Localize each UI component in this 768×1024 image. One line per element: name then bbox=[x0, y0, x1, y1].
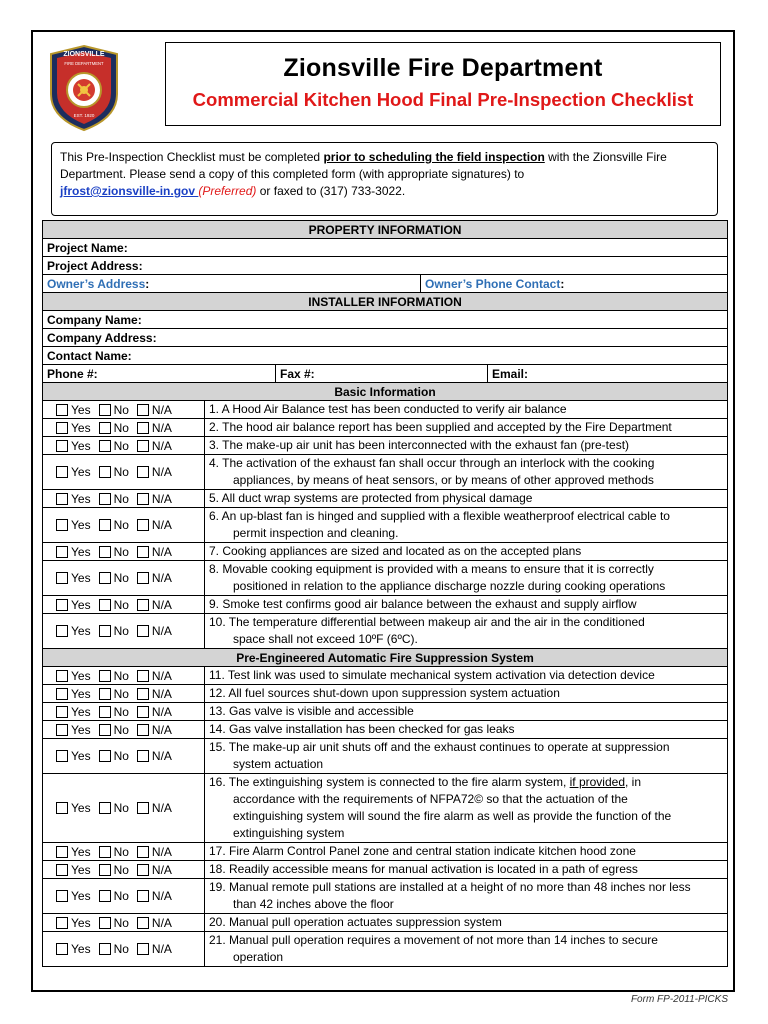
checkbox-no-label: No bbox=[113, 749, 129, 763]
checklist-item-text bbox=[205, 739, 728, 774]
checklist-row bbox=[43, 561, 728, 596]
checkbox-na-label: N/A bbox=[151, 571, 172, 585]
checkbox-no-label: No bbox=[113, 544, 129, 559]
item-line: system actuation bbox=[233, 757, 324, 771]
checkbox-no-label: No bbox=[113, 801, 129, 815]
fire-department-badge bbox=[47, 44, 121, 132]
checkbox-na-label: N/A bbox=[151, 915, 172, 930]
checkbox-na[interactable] bbox=[137, 688, 149, 700]
item-line: 14. Gas valve installation has been checked for gas leaks bbox=[209, 722, 515, 736]
checkbox-na[interactable] bbox=[137, 572, 149, 584]
svg-text:ZIONSVILLE: ZIONSVILLE bbox=[63, 51, 105, 58]
checkbox-no-label: No bbox=[113, 518, 129, 532]
checkbox-na-label: N/A bbox=[151, 420, 172, 435]
checkbox-yes[interactable] bbox=[56, 625, 68, 637]
yes-no-na-options bbox=[43, 739, 205, 774]
owner-phone-label: Owner’s Phone Contact bbox=[425, 276, 561, 291]
checkbox-na[interactable] bbox=[137, 670, 149, 682]
item-line: 13. Gas valve is visible and accessible bbox=[209, 704, 414, 718]
item-line: 17. Fire Alarm Control Panel zone and central station indicate kitchen hood zone bbox=[209, 844, 636, 858]
phone-field[interactable]: Phone #: bbox=[43, 365, 276, 383]
checkbox-no[interactable] bbox=[99, 422, 111, 434]
checkbox-no[interactable] bbox=[99, 890, 111, 902]
checkbox-na-label: N/A bbox=[151, 942, 172, 956]
checkbox-yes[interactable] bbox=[56, 670, 68, 682]
yes-no-na-options bbox=[43, 401, 205, 419]
svg-text:FIRE DEPARTMENT: FIRE DEPARTMENT bbox=[64, 61, 104, 66]
checklist-row bbox=[43, 843, 728, 861]
checkbox-yes[interactable] bbox=[56, 440, 68, 452]
yes-no-na-options bbox=[43, 596, 205, 614]
checklist-item-text bbox=[205, 861, 728, 879]
checklist-row bbox=[43, 508, 728, 543]
checkbox-yes-label: Yes bbox=[71, 942, 91, 956]
checkbox-na-label: N/A bbox=[151, 465, 172, 479]
checkbox-yes-label: Yes bbox=[71, 668, 91, 683]
checkbox-na-label: N/A bbox=[151, 491, 172, 506]
checklist-row bbox=[43, 774, 728, 843]
checkbox-na-label: N/A bbox=[151, 749, 172, 763]
checklist-item-text bbox=[205, 879, 728, 914]
checkbox-na[interactable] bbox=[137, 404, 149, 416]
yes-no-na-options bbox=[43, 667, 205, 685]
checklist-row bbox=[43, 596, 728, 614]
item-line: permit inspection and cleaning. bbox=[233, 526, 399, 540]
fire-suppression-heading: Pre-Engineered Automatic Fire Suppression System bbox=[43, 649, 728, 667]
checkbox-na-label: N/A bbox=[151, 402, 172, 417]
checkbox-no-label: No bbox=[113, 438, 129, 453]
checkbox-na[interactable] bbox=[137, 917, 149, 929]
checkbox-no[interactable] bbox=[99, 670, 111, 682]
checkbox-na-label: N/A bbox=[151, 624, 172, 638]
checklist-item-text bbox=[205, 508, 728, 543]
checkbox-na-label: N/A bbox=[151, 668, 172, 683]
item-line: 3. The make-up air unit has been interconnected with the exhaust fan (pre-test) bbox=[209, 438, 630, 452]
item-line: than 42 inches above the floor bbox=[233, 897, 394, 911]
yes-no-na-options bbox=[43, 703, 205, 721]
item-line: 18. Readily accessible means for manual activation is located in a path of egress bbox=[209, 862, 638, 876]
checklist-row bbox=[43, 861, 728, 879]
checkbox-na-label: N/A bbox=[151, 844, 172, 859]
checkbox-yes[interactable] bbox=[56, 572, 68, 584]
svg-text:EST. 1920: EST. 1920 bbox=[73, 113, 95, 118]
checkbox-no[interactable] bbox=[99, 599, 111, 611]
yes-no-na-options bbox=[43, 614, 205, 649]
checklist-item-text bbox=[205, 561, 728, 596]
checklist-item-text bbox=[205, 543, 728, 561]
yes-no-na-options bbox=[43, 508, 205, 543]
checkbox-yes[interactable] bbox=[56, 519, 68, 531]
item-line: 15. The make-up air unit shuts off and the exhaust continues to operate at suppression bbox=[209, 740, 670, 754]
project-name-field[interactable]: Project Name: bbox=[43, 239, 728, 257]
checkbox-na[interactable] bbox=[137, 493, 149, 505]
checkbox-na-label: N/A bbox=[151, 544, 172, 559]
checklist-row bbox=[43, 490, 728, 508]
checkbox-na-label: N/A bbox=[151, 722, 172, 737]
basic-info-heading: Basic Information bbox=[43, 383, 728, 401]
checklist-row bbox=[43, 914, 728, 932]
owner-address-colon: : bbox=[145, 276, 150, 291]
checkbox-yes[interactable] bbox=[56, 802, 68, 814]
item-line: 12. All fuel sources shut-down upon suppression system actuation bbox=[209, 686, 560, 700]
checklist-row bbox=[43, 437, 728, 455]
email-field[interactable]: Email: bbox=[488, 365, 728, 383]
checkbox-na[interactable] bbox=[137, 706, 149, 718]
yes-no-na-options bbox=[43, 561, 205, 596]
checkbox-no[interactable] bbox=[99, 466, 111, 478]
checkbox-na[interactable] bbox=[137, 724, 149, 736]
checkbox-na[interactable] bbox=[137, 802, 149, 814]
page-title: Zionsville Fire Department bbox=[283, 54, 603, 82]
checkbox-no[interactable] bbox=[99, 864, 111, 876]
checklist-row bbox=[43, 932, 728, 967]
checkbox-no[interactable] bbox=[99, 706, 111, 718]
project-address-field[interactable]: Project Address: bbox=[43, 257, 728, 275]
yes-no-na-options bbox=[43, 843, 205, 861]
preferred-note: (Preferred) bbox=[198, 184, 257, 198]
checkbox-no-label: No bbox=[113, 862, 129, 877]
checklist-row bbox=[43, 401, 728, 419]
owner-phone-colon: : bbox=[560, 276, 565, 291]
item-line: accordance with the requirements of NFPA72© so that the actuation of the bbox=[233, 792, 628, 806]
yes-no-na-options bbox=[43, 932, 205, 967]
instructions-notice bbox=[51, 142, 718, 216]
checkbox-yes[interactable] bbox=[56, 864, 68, 876]
checkbox-yes[interactable] bbox=[56, 917, 68, 929]
checkbox-yes-label: Yes bbox=[71, 438, 91, 453]
checkbox-yes[interactable] bbox=[56, 546, 68, 558]
checklist-item-text bbox=[205, 437, 728, 455]
checkbox-yes[interactable] bbox=[56, 466, 68, 478]
property-info-heading: PROPERTY INFORMATION bbox=[43, 221, 728, 239]
checkbox-yes-label: Yes bbox=[71, 801, 91, 815]
yes-no-na-options bbox=[43, 490, 205, 508]
notice-text-3: or faxed to (317) 733-3022. bbox=[256, 184, 406, 198]
checkbox-no-label: No bbox=[113, 889, 129, 903]
form-page bbox=[31, 30, 735, 992]
checkbox-no-label: No bbox=[113, 402, 129, 417]
checkbox-yes-label: Yes bbox=[71, 844, 91, 859]
checkbox-yes[interactable] bbox=[56, 493, 68, 505]
checkbox-na-label: N/A bbox=[151, 518, 172, 532]
checklist-item-text bbox=[205, 490, 728, 508]
item-line: extinguishing system bbox=[233, 826, 345, 840]
checkbox-yes[interactable] bbox=[56, 688, 68, 700]
title-box bbox=[165, 42, 721, 126]
checkbox-no[interactable] bbox=[99, 546, 111, 558]
checkbox-no-label: No bbox=[113, 686, 129, 701]
item-line: 4. The activation of the exhaust fan shall occur through an interlock with the cooking bbox=[209, 456, 655, 470]
checkbox-yes[interactable] bbox=[56, 404, 68, 416]
yes-no-na-options bbox=[43, 861, 205, 879]
checkbox-na-label: N/A bbox=[151, 801, 172, 815]
checkbox-na[interactable] bbox=[137, 864, 149, 876]
checkbox-no[interactable] bbox=[99, 404, 111, 416]
if-provided-emphasis: if provided bbox=[569, 775, 625, 789]
checkbox-no-label: No bbox=[113, 668, 129, 683]
contact-name-field[interactable]: Contact Name: bbox=[43, 347, 728, 365]
yes-no-na-options bbox=[43, 685, 205, 703]
checkbox-na[interactable] bbox=[137, 599, 149, 611]
form-id: Form FP-2011-PICKS bbox=[630, 994, 728, 1005]
checklist-item-text bbox=[205, 721, 728, 739]
checkbox-yes-label: Yes bbox=[71, 889, 91, 903]
notice-text-1: This Pre-Inspection Checklist must be completed bbox=[60, 150, 324, 164]
checklist-item-text bbox=[205, 932, 728, 967]
checkbox-yes-label: Yes bbox=[71, 420, 91, 435]
page-subtitle: Commercial Kitchen Hood Final Pre-Inspection Checklist bbox=[192, 89, 694, 110]
item-line: 8. Movable cooking equipment is provided with a means to ensure that it is correctly bbox=[209, 562, 654, 576]
checklist-item-text bbox=[205, 774, 728, 843]
checkbox-yes[interactable] bbox=[56, 706, 68, 718]
checkbox-no-label: No bbox=[113, 597, 129, 612]
yes-no-na-options bbox=[43, 774, 205, 843]
item-line: positioned in relation to the appliance discharge nozzle during cooking operations bbox=[233, 579, 666, 593]
notice-emphasis: prior to scheduling the field inspection bbox=[323, 150, 545, 164]
checklist-row bbox=[43, 879, 728, 914]
checklist-item-text bbox=[205, 419, 728, 437]
checkbox-no-label: No bbox=[113, 624, 129, 638]
checkbox-yes[interactable] bbox=[56, 943, 68, 955]
checkbox-no-label: No bbox=[113, 465, 129, 479]
checkbox-na[interactable] bbox=[137, 890, 149, 902]
owner-address-label: Owner’s Address bbox=[47, 276, 146, 291]
checkbox-yes-label: Yes bbox=[71, 402, 91, 417]
checkbox-no[interactable] bbox=[99, 625, 111, 637]
checklist-row bbox=[43, 721, 728, 739]
item-line: appliances, by means of heat sensors, or by means of other approved methods bbox=[233, 473, 654, 487]
checkbox-na[interactable] bbox=[137, 625, 149, 637]
checkbox-no[interactable] bbox=[99, 750, 111, 762]
checklist-row bbox=[43, 739, 728, 774]
checklist-item-text bbox=[205, 614, 728, 649]
email-link[interactable]: jfrost@zionsville-in.gov bbox=[60, 184, 199, 198]
yes-no-na-options bbox=[43, 914, 205, 932]
checkbox-yes-label: Yes bbox=[71, 722, 91, 737]
checkbox-no[interactable] bbox=[99, 572, 111, 584]
item-line: 21. Manual pull operation requires a movement of not more than 14 inches to secure bbox=[209, 933, 658, 947]
checkbox-yes-label: Yes bbox=[71, 862, 91, 877]
checklist-item-text bbox=[205, 685, 728, 703]
checkbox-yes[interactable] bbox=[56, 599, 68, 611]
checkbox-na[interactable] bbox=[137, 846, 149, 858]
item-line: 9. Smoke test confirms good air balance between the exhaust and supply airflow bbox=[209, 597, 637, 611]
checkbox-na[interactable] bbox=[137, 546, 149, 558]
checkbox-na[interactable] bbox=[137, 466, 149, 478]
checkbox-no-label: No bbox=[113, 704, 129, 719]
checkbox-na-label: N/A bbox=[151, 438, 172, 453]
checkbox-yes[interactable] bbox=[56, 724, 68, 736]
checkbox-no-label: No bbox=[113, 942, 129, 956]
checkbox-yes-label: Yes bbox=[71, 704, 91, 719]
checkbox-na[interactable] bbox=[137, 750, 149, 762]
checkbox-yes-label: Yes bbox=[71, 597, 91, 612]
checkbox-yes-label: Yes bbox=[71, 686, 91, 701]
item-line: 10. The temperature differential between makeup air and the air in the conditioned bbox=[209, 615, 645, 629]
item-line: 6. An up-blast fan is hinged and supplied with a flexible weatherproof electrical cable to bbox=[209, 509, 670, 523]
checkbox-no[interactable] bbox=[99, 802, 111, 814]
yes-no-na-options bbox=[43, 543, 205, 561]
checkbox-yes-label: Yes bbox=[71, 544, 91, 559]
notice-text-2: with the Zionsville Fire Department. Please send a copy of this completed form (with appropriate signatures) to bbox=[60, 150, 667, 181]
owner-address-field[interactable] bbox=[43, 275, 421, 293]
fax-field[interactable]: Fax #: bbox=[276, 365, 488, 383]
checkbox-na-label: N/A bbox=[151, 597, 172, 612]
checkbox-yes-label: Yes bbox=[71, 749, 91, 763]
checkbox-na[interactable] bbox=[137, 943, 149, 955]
checklist-row bbox=[43, 455, 728, 490]
checkbox-no[interactable] bbox=[99, 688, 111, 700]
checklist-table bbox=[42, 220, 728, 967]
checklist-row bbox=[43, 667, 728, 685]
owner-phone-field[interactable] bbox=[421, 275, 728, 293]
yes-no-na-options bbox=[43, 455, 205, 490]
checklist-row bbox=[43, 685, 728, 703]
checkbox-no[interactable] bbox=[99, 917, 111, 929]
checklist-item-text bbox=[205, 596, 728, 614]
item-line: operation bbox=[233, 950, 284, 964]
checkbox-no[interactable] bbox=[99, 440, 111, 452]
item-line: 16. The extinguishing system is connected to the fire alarm system, bbox=[209, 775, 570, 789]
checkbox-yes-label: Yes bbox=[71, 571, 91, 585]
yes-no-na-options bbox=[43, 721, 205, 739]
item-line: 2. The hood air balance report has been supplied and accepted by the Fire Department bbox=[209, 420, 672, 434]
checkbox-na[interactable] bbox=[137, 440, 149, 452]
checkbox-no-label: No bbox=[113, 844, 129, 859]
yes-no-na-options bbox=[43, 879, 205, 914]
checklist-item-text bbox=[205, 667, 728, 685]
item-line-tail: , in bbox=[625, 775, 642, 789]
item-line: extinguishing system will sound the fire alarm as well as provide the function of the bbox=[233, 809, 672, 823]
checkbox-yes[interactable] bbox=[56, 846, 68, 858]
checkbox-yes-label: Yes bbox=[71, 491, 91, 506]
item-line: 5. All duct wrap systems are protected from physical damage bbox=[209, 491, 533, 505]
checkbox-yes-label: Yes bbox=[71, 518, 91, 532]
item-line: 19. Manual remote pull stations are installed at a height of no more than 48 inches nor less bbox=[209, 880, 691, 894]
checkbox-no-label: No bbox=[113, 571, 129, 585]
checkbox-yes[interactable] bbox=[56, 750, 68, 762]
checkbox-no[interactable] bbox=[99, 943, 111, 955]
item-line: 11. Test link was used to simulate mechanical system activation via detection device bbox=[209, 668, 655, 682]
checkbox-yes[interactable] bbox=[56, 890, 68, 902]
checklist-item-text bbox=[205, 703, 728, 721]
item-line: 1. A Hood Air Balance test has been conducted to verify air balance bbox=[209, 402, 567, 416]
company-name-field[interactable]: Company Name: bbox=[43, 311, 728, 329]
checkbox-na-label: N/A bbox=[151, 686, 172, 701]
item-line: space shall not exceed 10ºF (6ºC). bbox=[233, 632, 418, 646]
checkbox-no-label: No bbox=[113, 915, 129, 930]
checkbox-no[interactable] bbox=[99, 724, 111, 736]
item-line: 7. Cooking appliances are sized and located as on the accepted plans bbox=[209, 544, 582, 558]
checkbox-no-label: No bbox=[113, 722, 129, 737]
checkbox-no[interactable] bbox=[99, 493, 111, 505]
checkbox-yes-label: Yes bbox=[71, 915, 91, 930]
yes-no-na-options bbox=[43, 419, 205, 437]
checkbox-no[interactable] bbox=[99, 519, 111, 531]
checklist-item-text bbox=[205, 401, 728, 419]
checklist-row bbox=[43, 419, 728, 437]
yes-no-na-options bbox=[43, 437, 205, 455]
installer-info-heading: INSTALLER INFORMATION bbox=[43, 293, 728, 311]
checklist-row bbox=[43, 614, 728, 649]
checkbox-yes-label: Yes bbox=[71, 624, 91, 638]
item-line: 20. Manual pull operation actuates suppression system bbox=[209, 915, 502, 929]
company-address-field[interactable]: Company Address: bbox=[43, 329, 728, 347]
checkbox-na[interactable] bbox=[137, 422, 149, 434]
checklist-item-text bbox=[205, 843, 728, 861]
checkbox-no-label: No bbox=[113, 420, 129, 435]
checklist-item-text bbox=[205, 455, 728, 490]
checkbox-yes[interactable] bbox=[56, 422, 68, 434]
checkbox-yes-label: Yes bbox=[71, 465, 91, 479]
checkbox-no-label: No bbox=[113, 491, 129, 506]
checklist-item-text bbox=[205, 914, 728, 932]
checkbox-na-label: N/A bbox=[151, 704, 172, 719]
checkbox-na-label: N/A bbox=[151, 862, 172, 877]
checkbox-na-label: N/A bbox=[151, 889, 172, 903]
checkbox-no[interactable] bbox=[99, 846, 111, 858]
checklist-row bbox=[43, 703, 728, 721]
checklist-row bbox=[43, 543, 728, 561]
checkbox-na[interactable] bbox=[137, 519, 149, 531]
